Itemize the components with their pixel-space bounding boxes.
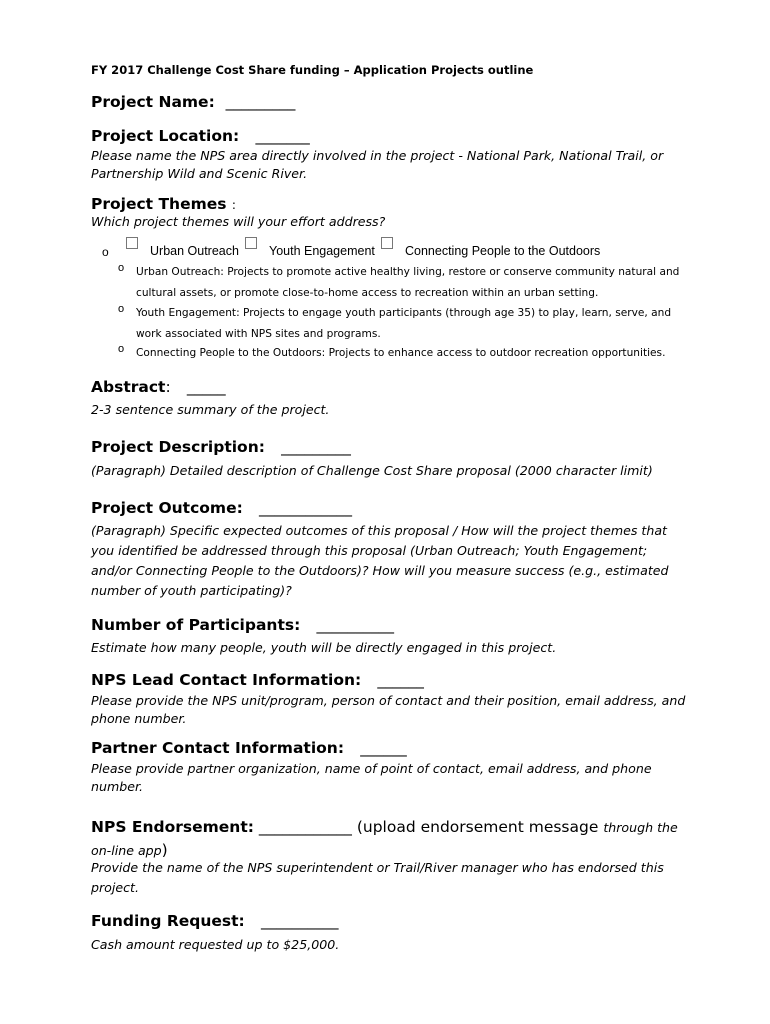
project-description-label: Project Description: [91, 438, 265, 456]
project-themes-label: Project Themes [91, 195, 227, 213]
urban-outreach-option-label: Urban Outreach [150, 244, 239, 258]
nps-endorsement-note-italic: through the on-line app [91, 820, 678, 858]
project-description-description: (Paragraph) Detailed description of Challenge Cost Share proposal (2000 character limit) [91, 463, 653, 478]
project-location-blank[interactable]: _______ [255, 127, 310, 145]
connecting-people-definition: Connecting People to the Outdoors: Projects to enhance access to outdoor recreation opportunities. [136, 347, 666, 359]
participants-heading [91, 616, 394, 634]
nps-lead-contact-description: Please provide the NPS unit/program, person of contact and their position, email address, and phone number. [91, 693, 686, 726]
project-outcome-heading [91, 499, 352, 517]
project-name-label: Project Name: [91, 93, 215, 111]
project-description-heading [91, 438, 351, 456]
project-themes-options [102, 236, 662, 260]
project-location-heading [91, 127, 310, 145]
partner-contact-description: Please provide partner organization, name of point of contact, email address, and phone number. [91, 761, 652, 794]
sub-bullet-marker: o [118, 343, 125, 355]
youth-engagement-definition: Youth Engagement: Projects to engage youth participants (through age 35) to play, learn, serve, and work associated with NPS sites and programs. [136, 307, 672, 340]
funding-request-heading [91, 912, 338, 930]
youth-engagement-option-label: Youth Engagement [269, 244, 375, 258]
funding-request-label: Funding Request: [91, 912, 245, 930]
project-outcome-label: Project Outcome: [91, 499, 243, 517]
nps-endorsement-label: NPS Endorsement: [91, 818, 254, 836]
project-themes-heading [91, 195, 236, 213]
project-themes-description: Which project themes will your effort address? [91, 214, 386, 229]
partner-contact-heading [91, 739, 407, 757]
project-location-label: Project Location: [91, 127, 240, 145]
participants-label: Number of Participants: [91, 616, 301, 634]
connecting-people-option-label: Connecting People to the Outdoors [405, 244, 601, 258]
nps-endorsement-heading [91, 816, 691, 862]
project-name-heading [91, 93, 295, 111]
participants-description: Estimate how many people, youth will be directly engaged in this project. [91, 640, 557, 655]
partner-contact-label: Partner Contact Information: [91, 739, 345, 757]
abstract-heading [91, 378, 226, 396]
urban-outreach-checkbox[interactable] [126, 237, 138, 249]
participants-blank[interactable]: __________ [316, 616, 394, 634]
abstract-description: 2-3 sentence summary of the project. [91, 402, 330, 417]
funding-request-description: Cash amount requested up to $25,000. [91, 937, 340, 952]
document-title: FY 2017 Challenge Cost Share funding – Application Projects outline [91, 63, 534, 77]
project-themes-suffix: : [231, 198, 236, 212]
nps-lead-contact-heading [91, 671, 424, 689]
funding-request-blank[interactable]: __________ [260, 912, 339, 930]
abstract-label: Abstract [91, 378, 166, 396]
abstract-blank[interactable]: _____ [186, 378, 226, 396]
project-name-blank[interactable]: _________ [225, 93, 296, 111]
nps-lead-contact-label: NPS Lead Contact Information: [91, 671, 362, 689]
themes-bullet: o [102, 245, 109, 259]
sub-bullet-marker: o [118, 303, 125, 315]
project-outcome-description: (Paragraph) Specific expected outcomes of this proposal / How will the project themes that you identified be addressed through this proposal (Urban Outreach; Youth Engagement; and/or Connecting People to the Outdoors)? How will you measure success (e.g., estimated number of youth participating)? [91, 523, 669, 598]
nps-endorsement-description: Provide the name of the NPS superintendent or Trail/River manager who has endorsed this project. [91, 860, 664, 895]
urban-outreach-definition: Urban Outreach: Projects to promote active healthy living, restore or conserve community natural and cultural assets, or promote close-to-home access to recreation within an urban setting. [136, 266, 680, 299]
abstract-suffix: : [165, 378, 171, 396]
project-location-description: Please name the NPS area directly involved in the project - National Park, National Trail, or Partnership Wild and Scenic River. [91, 148, 664, 181]
nps-endorsement-note-close: ) [161, 841, 168, 859]
project-description-blank[interactable]: _________ [281, 438, 351, 456]
partner-contact-blank[interactable]: ______ [360, 739, 407, 757]
project-outcome-blank[interactable]: ____________ [259, 499, 352, 517]
youth-engagement-checkbox[interactable] [245, 237, 257, 249]
nps-endorsement-blank[interactable]: ____________ [258, 818, 352, 836]
nps-endorsement-note: (upload endorsement message [356, 818, 599, 836]
nps-lead-contact-blank[interactable]: ______ [377, 671, 424, 689]
connecting-people-checkbox[interactable] [381, 237, 393, 249]
sub-bullet-marker: o [118, 262, 125, 274]
